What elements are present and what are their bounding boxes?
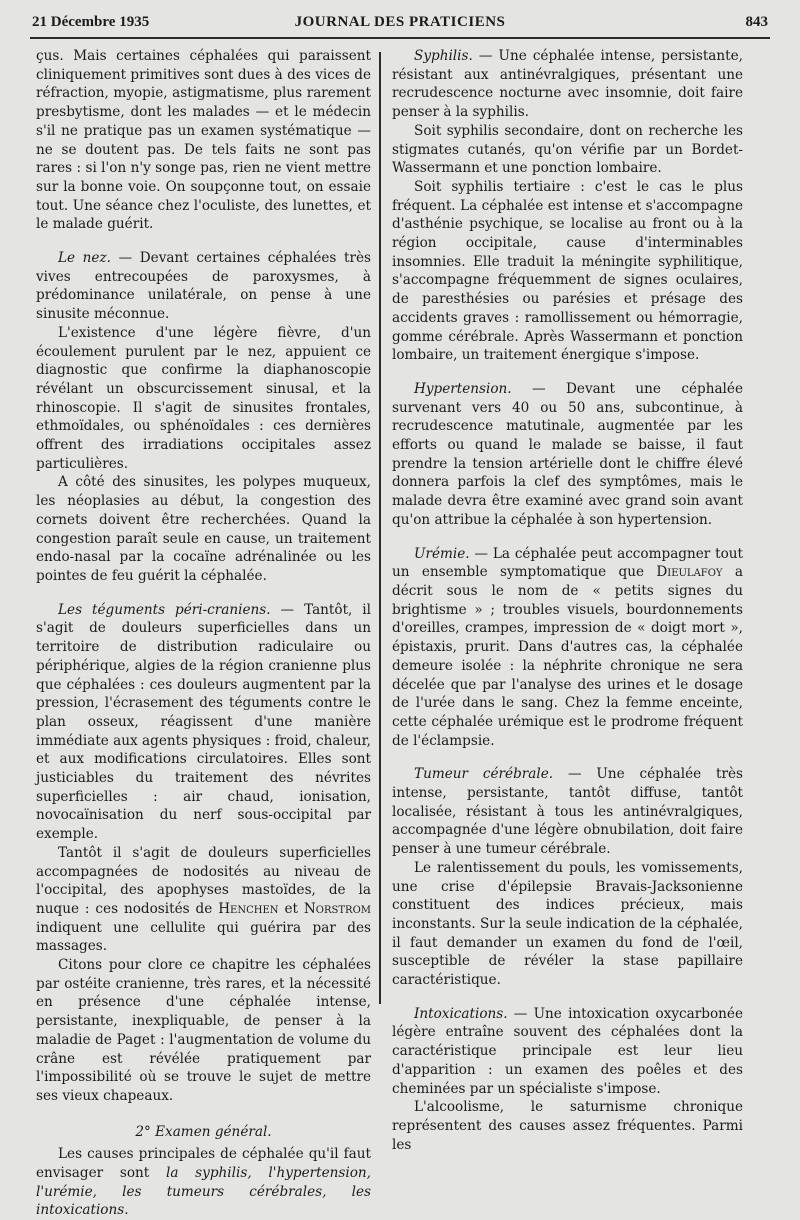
author-name-henchen: Henchen <box>218 900 279 917</box>
section-teguments <box>36 601 371 844</box>
page-header <box>30 14 770 36</box>
paragraph-syphilis-tertiaire: Soit syphilis tertiaire : c'est le cas le plus fréquent. La céphalée est intense et s'accompagne d'asthénie psychique, se localise au front ou à la région occipitale, cause d'interminables insomnies. Elle traduit la méningite syphilitique, s'accompagne fréquemment de signes oculaires, de paresthésies ou parésies et présage des accidents graves : ramollissement ou hémorragie, gomme cérébrale. Après Wassermann et ponction lombaire, un traitement énergique s'impose. <box>392 178 743 364</box>
section-title-teguments: Les téguments péri-craniens. <box>58 601 271 618</box>
subsection-heading: 2° Examen général. <box>135 1123 272 1140</box>
paragraph-causes <box>36 1145 371 1220</box>
section-title-tumeur: Tumeur cérébrale. <box>414 766 554 783</box>
section-title-intoxications: Intoxications. <box>414 1005 508 1022</box>
causes-list: la syphilis, l'hypertension, l'urémie, les tumeurs cérébrales, les intoxications. <box>36 1165 371 1219</box>
conjunction-text: et <box>278 900 304 917</box>
issue-date: 21 Décembre 1935 <box>32 14 150 30</box>
section-text-intoxications: — Une intoxication oxycarbonée légère entraîne souvent des céphalées dont la caractéristique principale est leur lieu d'apparition : un examen des poêles et des cheminées par un spécialiste s'impose. <box>392 1005 743 1097</box>
paragraph-pouls: Le ralentissement du pouls, les vomissements, une crise d'épilepsie Bravais-Jacksonienne constituent des indices précieux, mais inconstants. Sur la seule indication de la céphalée, il faut demander un examen du fond de l'œil, susceptible de révéler la stase papillaire caractéristique. <box>392 859 743 989</box>
section-intoxications <box>392 1005 743 1099</box>
author-name-norstrom: Norstrom <box>303 900 371 917</box>
paragraph-polypes: A côté des sinusites, les polypes muqueux, les néoplasies au début, la congestion des cornets doivent être recherchées. Quand la congestion paraît seule en cause, un traitement endo-nasal par la cocaïne adrénalinée ou les pointes de feu guérit la céphalée. <box>36 474 371 584</box>
section-title-hypertension: Hypertension. <box>414 380 512 397</box>
right-column <box>392 47 743 1154</box>
page-number: 843 <box>745 14 768 30</box>
paragraph-fievre: L'existence d'une légère fièvre, d'un écoulement purulent par le nez, appuient ce diagnostic que confirme la diaphanoscopie révélant un obscurcissement sinusal, et la rhinoscopie. Il s'agit de sinusites frontales, ethmoïdales, ou sphénoïdales : ces dernières offrent des irradiations occipitales assez particulières. <box>36 324 371 472</box>
author-name-dieulafoy: Dieulafoy <box>656 564 723 581</box>
section-text-uremie: — La céphalée peut accompagner tout un ensemble symptomatique que <box>392 545 743 581</box>
section-uremie <box>392 545 743 751</box>
section-text-syphilis: — Une céphalée intense, persistante, résistant aux antinévralgiques, présentant une recrudescence nocturne avec insomnie, doit faire penser à la syphilis. <box>392 48 743 121</box>
section-title-uremie: Urémie. <box>414 545 470 562</box>
section-text-hypertension: — Devant une céphalée survenant vers 40 ou 50 ans, subcontinue, à recrudescence matutinale, augmentée par les efforts ou quand le malade se baisse, il faut prendre la tension artérielle dont le chiffre élevé donnera parfois la clef des symptômes, mais le malade devra être examiné avec grand soin avant qu'on attribue la céphalée à son hypertension. <box>392 380 743 528</box>
section-hypertension <box>392 380 743 530</box>
paragraph-osteite: Citons pour clore ce chapitre les céphalées par ostéite cranienne, très rares, et la nécessité en présence d'une céphalée intense, persistante, inexpliquable, de penser à la maladie de Paget : l'augmentation de volume du crâne est révélée pratiquement par l'impossibilité où se trouve le sujet de mettre ses vieux chapeaux. <box>36 957 371 1104</box>
section-text-tumeur: — Une céphalée très intense, persistante, tantôt diffuse, tantôt localisée, résistant à tous les antinévralgiques, accompagnée d'une légère obnubilation, doit faire penser à une tumeur cérébrale. <box>392 766 743 858</box>
paragraph-causes-text: Les causes principales de céphalée qu'il faut envisager sont <box>36 1146 371 1182</box>
section-text-teguments: — Tantôt, il s'agit de douleurs superficielles dans un territoire de distribution radiculaire ou périphérique, algies de la région cranienne plus que céphalées : ces douleurs augmentent par la pression, l'écrasement des téguments contre le plan osseux, réagissent d'une manière immédiate aux agents physiques : froid, chaleur, et aux modifications circulatoires. Elles sont justiciables du traitement des névrites superficielles : air chaud, ionisation, novocaïnisation du nerf sous-occipital par exemple. <box>36 601 371 843</box>
section-title-syphilis: Syphilis. <box>414 48 473 64</box>
section-text-uremie-end: a décrit sous le nom de « petits signes du brightisme » ; troubles visuels, bourdonnements d'oreilles, crampes, impression de « doigt mort », épistaxis, prurit. Dans d'autres cas, la céphalée demeure isolée : la néphrite chronique ne sera décelée que par l'analyse des urines et le dosage de l'urée dans le sang. Chez la femme enceinte, cette céphalée urémique est le prodrome fréquent de l'éclampsie. <box>392 564 743 749</box>
section-syphilis <box>392 47 743 122</box>
section-text-nez: — Devant certaines céphalées très vives entrecoupées de paroxysmes, à prédominance unilatérale, on pense à une sinusite méconnue. <box>36 250 371 323</box>
journal-title: JOURNAL DES PRATICIENS <box>294 14 506 30</box>
section-nez <box>36 249 371 324</box>
paragraph-refraction: çus. Mais certaines céphalées qui paraissent cliniquement primitives sont dues à des vices de réfraction, myopie, astigmatisme, plus rarement presbytisme, dont les malades — et le médecin s'il ne pratique pas un examen systématique — ne se doutent pas. De tels faits ne sont pas rares : si l'on n'y songe pas, rien ne vient mettre sur la bonne voie. On soupçonne tout, on essaie tout. Une séance chez l'oculiste, des lunettes, et le malade guérit. <box>36 48 371 233</box>
section-tumeur <box>392 765 743 859</box>
paragraph-nodosites <box>36 844 371 956</box>
paragraph-nodosites-end: indiquent une cellulite qui guérira par des massages. <box>36 919 371 955</box>
paragraph-alcoolisme: L'alcoolisme, le saturnisme chronique représentent des causes assez fréquentes. Parmi les <box>392 1099 743 1153</box>
paragraph-nodosites-text: Tantôt il s'agit de douleurs superficielles accompagnées de nodosités au niveau de l'occipital, des apophyses mastoïdes, de la nuque : ces nodosités de <box>36 844 371 917</box>
paragraph-syphilis-secondaire: Soit syphilis secondaire, dont on recherche les stigmates cutanés, qu'on vérifie par un Bordet-Wassermann et une ponction lombaire. <box>392 122 743 177</box>
column-divider <box>379 52 381 1004</box>
section-title-nez: Le nez. <box>58 250 111 267</box>
header-rule <box>30 37 770 39</box>
left-column <box>36 47 371 1220</box>
